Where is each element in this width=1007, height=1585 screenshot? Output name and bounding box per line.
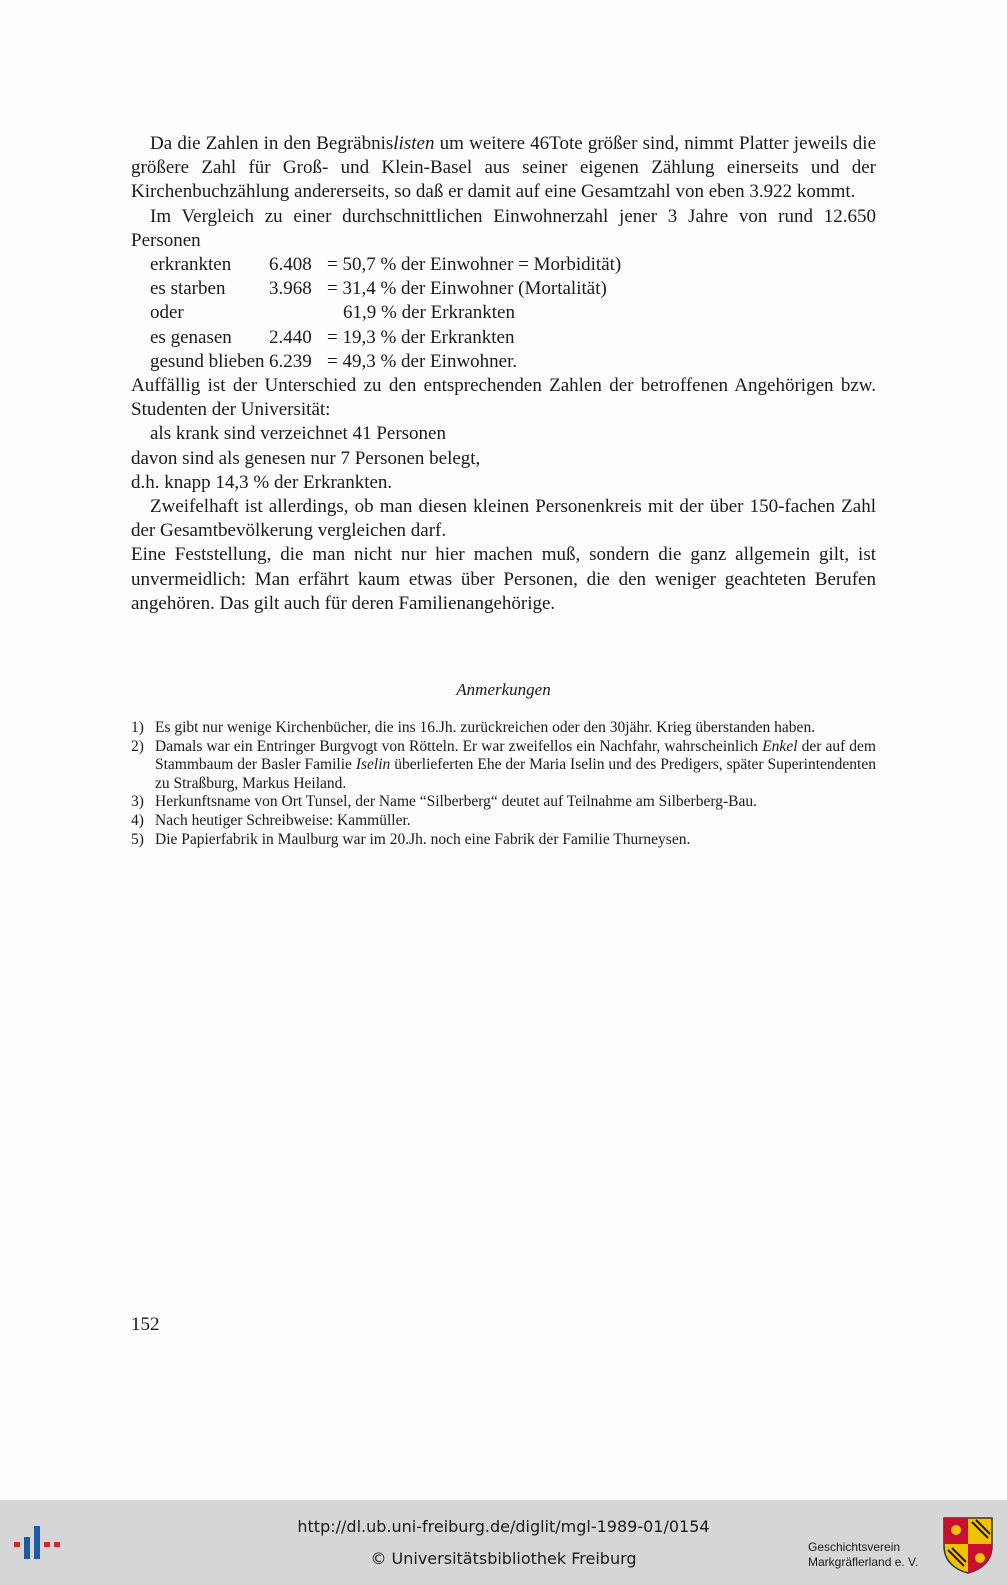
stat-number: 6.239 <box>269 350 312 372</box>
note-item <box>131 831 876 850</box>
note-2-text-c: überlieferten Ehe der Maria Iselin und des Predigers, später Superintendenten zu Straßburg, Markus Heiland. <box>155 756 876 792</box>
stat-label: oder <box>150 302 184 324</box>
line-krank: als krank sind verzeichnet 41 Personen <box>150 423 446 445</box>
note-number: 5) <box>131 830 144 848</box>
stat-label: erkrankten <box>150 254 232 276</box>
stat-number: 6.408 <box>269 254 312 276</box>
paragraph-4: Zweifelhaft ist allerdings, ob man diesen kleinen Personenkreis mit der über 150-fachen Zahl der Gesamtbevölkerung vergleichen darf. <box>131 496 876 542</box>
paragraph-2: Im Vergleich zu einer durchschnittlichen Einwohnerzahl jener 3 Jahre von rund 12.650 Personen <box>131 205 876 251</box>
note-number: 1) <box>131 719 144 736</box>
stat-text: 61,9 % der Erkrankten <box>343 302 515 324</box>
note-2-text-a: Damals war ein Entringer Burgvogt von Rötteln. Er war zweifellos ein Nachfahr, wahrscheinlich <box>155 737 763 755</box>
note-number: 3) <box>131 793 144 811</box>
stat-number <box>269 301 327 325</box>
note-text: Es gibt nur wenige Kirchenbücher, die ins 16.Jh. zurückreichen oder den 30jähr. Krieg überstanden haben. <box>155 719 816 736</box>
statistics-table <box>131 253 876 374</box>
heraldic-crest-icon <box>942 1516 994 1574</box>
paragraph-1 <box>131 132 876 205</box>
note-2-italic-enkel: Enkel <box>762 737 798 755</box>
society-line-1: Geschichtsverein <box>808 1540 901 1554</box>
footer-bar <box>0 1500 1007 1585</box>
note-2-text-b: der auf dem Stammbaum der Basler Familie <box>155 737 876 774</box>
stat-row <box>131 277 876 301</box>
note-item <box>131 719 876 738</box>
stat-number: 2.440 <box>269 326 312 348</box>
stat-text: = 49,3 % der Einwohner. <box>327 350 518 372</box>
society-name <box>808 1540 928 1570</box>
line-knapp: d.h. knapp 14,3 % der Erkrankten. <box>131 471 393 493</box>
note-text <box>155 738 876 794</box>
footer-url-link[interactable]: http://dl.ub.uni-freiburg.de/diglit/mgl-1989-01/0154 <box>297 1517 710 1536</box>
paragraph-3: Auffällig ist der Unterschied zu den entsprechenden Zahlen der betroffenen Angehörigen bzw. Studenten der Universität: <box>131 375 876 421</box>
stat-row <box>131 350 876 374</box>
note-text: Nach heutiger Schreibweise: Kammüller. <box>155 811 411 829</box>
stat-label: es starben <box>150 278 226 300</box>
line-genesen: davon sind als genesen nur 7 Personen belegt, <box>131 447 481 469</box>
stat-text: = 31,4 % der Einwohner (Mortalität) <box>327 278 607 300</box>
stat-label: gesund blieben <box>150 350 265 372</box>
body-text <box>131 132 876 616</box>
stat-row <box>131 326 876 350</box>
note-number: 2) <box>131 737 144 755</box>
stat-text: = 19,3 % der Erkrankten <box>327 326 515 348</box>
paragraph-1-text-b: um weitere 46Tote größer sind, nimmt Platter jeweils die größere Zahl für Groß- und Klein-Basel aus seiner eigenen Zählung einerseits und der Kirchenbuchzählung andererseits, so daß er damit auf eine Gesamtzahl von eben 3.922 kommt. <box>131 133 876 203</box>
stat-row <box>131 253 876 277</box>
note-text: Die Papierfabrik in Maulburg war im 20.Jh. noch eine Fabrik der Familie Thurneysen. <box>155 830 691 848</box>
paragraph-1-text-a: Da die Zahlen in den Begräbnis <box>150 133 394 154</box>
paragraph-5: Eine Feststellung, die man nicht nur hier machen muß, sondern die ganz allgemein gilt, ist unvermeidlich: Man erfährt kaum etwas über Personen, die den weniger geachteten Berufen angehören. Das gilt auch für deren Familienangehörige. <box>131 544 876 614</box>
stat-number: 3.968 <box>269 278 312 300</box>
notes-title: Anmerkungen <box>456 680 551 699</box>
stat-row <box>131 301 876 325</box>
note-text: Herkunftsname von Ort Tunsel, der Name “Silberberg“ deutet auf Teilnahme am Silberberg-Bau. <box>155 793 757 811</box>
notes-list <box>131 719 876 849</box>
stat-label: es genasen <box>150 326 232 348</box>
note-item <box>131 793 876 812</box>
page-number: 152 <box>131 1314 160 1335</box>
note-item <box>131 812 876 831</box>
footer-copyright: © Universitätsbibliothek Freiburg <box>370 1549 637 1568</box>
note-2-italic-iselin: Iselin <box>355 756 391 774</box>
note-item <box>131 738 876 794</box>
society-line-2: Markgräflerland e. V. <box>808 1555 919 1569</box>
paragraph-1-italic: listen <box>393 133 435 154</box>
note-number: 4) <box>131 811 144 829</box>
stat-text: = 50,7 % der Einwohner = Morbidität) <box>327 254 622 276</box>
